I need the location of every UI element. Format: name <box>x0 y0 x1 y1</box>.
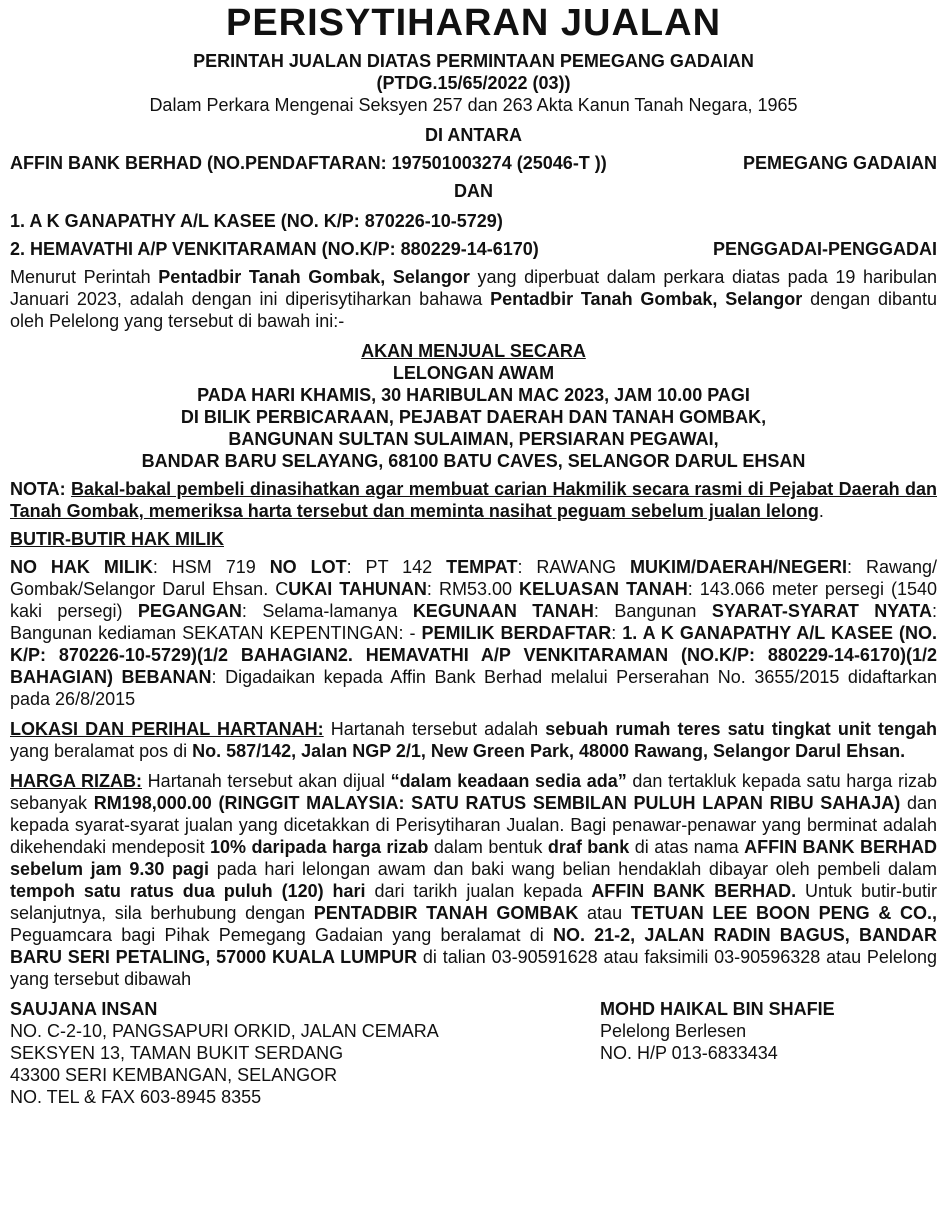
auction-heading: AKAN MENJUAL SECARA <box>361 341 586 361</box>
auction-house-phone: NO. TEL & FAX 603-8945 8355 <box>10 1087 262 1107</box>
footer-auction-house <box>10 998 465 1108</box>
butir-value: : Digadaikan kepada Affin Bank Berhad melalui Perserahan No. 3655/2015 didaftarkan pada 26/8/2015 <box>10 667 937 709</box>
nota-paragraph <box>10 478 937 522</box>
butir-key: NO HAK MILIK <box>10 557 153 577</box>
butir-heading: BUTIR-BUTIR HAK MILIK <box>10 529 224 549</box>
nota-label: NOTA: <box>10 479 66 499</box>
chargor-1: 1. A K GANAPATHY A/L KASEE (NO. K/P: 870226-10-5729) <box>10 211 503 231</box>
footer <box>10 998 937 1108</box>
auction-house-line: SEKSYEN 13, TAMAN BUKIT SERDANG <box>10 1043 344 1063</box>
butir-value: : Bangunan kediaman SEKATAN KEPENTINGAN: - <box>10 601 937 643</box>
harga-text: dan kepada syarat-syarat jualan yang dicetakkan di Perisytiharan Jualan. Bagi penawar-penawar yang berminat adalah dikehendaki mendeposit <box>10 793 937 857</box>
harga-text: Untuk butir-butir selanjutnya, sila berhubung dengan <box>10 881 937 923</box>
auction-house-line: 43300 SERI KEMBANGAN, SELANGOR <box>10 1065 338 1085</box>
lokasi-label: LOKASI DAN PERIHAL HARTANAH: <box>10 719 324 739</box>
harga-paragraph <box>10 770 937 990</box>
harga-text: pada hari lelongan awam dan baki wang belian hendaklah dibayar oleh pembeli dalam <box>209 859 937 879</box>
butir-paragraph <box>10 556 937 710</box>
intro-bold-1: Pentadbir Tanah Gombak, Selangor <box>158 267 470 287</box>
matter-line: Dalam Perkara Mengenai Seksyen 257 dan 263 Akta Kanun Tanah Negara, 1965 <box>149 95 798 115</box>
harga-text: di talian 03-90591628 atau faksimili 03-90596328 atau Pelelong yang tersebut dibawah <box>10 947 937 989</box>
intro-text-2: yang diperbuat dalam perkara diatas pada 19 haribulan Januari 2023, adalah dengan ini diperisytiharkan bahawa <box>10 267 937 309</box>
butir-key: PEMILIK BERDAFTAR <box>421 623 612 643</box>
butir-value: : 143.066 meter persegi (1540 kaki persegi) <box>10 579 938 621</box>
intro-paragraph <box>10 266 937 332</box>
butir-key: KEGUNAAN TANAH <box>412 601 594 621</box>
butir-value: : Bangunan <box>593 601 712 621</box>
chargor-row <box>10 238 937 260</box>
harga-bold: draf bank <box>547 837 630 857</box>
auction-line-5: BANGUNAN SULTAN SULAIMAN, PERSIARAN PEGAWAI, <box>228 429 719 449</box>
auctioneer-name: MOHD HAIKAL BIN SHAFIE <box>600 999 835 1019</box>
auction-line-2: LELONGAN AWAM <box>392 363 555 383</box>
lokasi-text: yang beralamat pos di <box>10 741 193 761</box>
between-label: DI ANTARA <box>425 125 522 145</box>
harga-bold: AFFIN BANK BERHAD sebelum jam 9.30 pagi <box>10 837 937 879</box>
harga-bold: TETUAN LEE BOON PENG & CO., <box>630 903 937 923</box>
harga-text: di atas nama <box>629 837 745 857</box>
harga-text: dalam bentuk <box>428 837 548 857</box>
butir-value: : RM53.00 <box>426 579 520 599</box>
footer-auctioneer <box>600 998 937 1108</box>
auction-house-line: NO. C-2-10, PANGSAPURI ORKID, JALAN CEMARA <box>10 1021 439 1041</box>
intro-text-3: dengan dibantu oleh Pelelong yang tersebut di bawah ini:- <box>10 289 938 331</box>
chargee-name: AFFIN BANK BERHAD (NO.PENDAFTARAN: 197501003274 (25046-T )) <box>10 153 607 173</box>
auction-line-4: DI BILIK PERBICARAAN, PEJABAT DAERAH DAN TANAH GOMBAK, <box>180 407 767 427</box>
chargee-row <box>10 152 937 174</box>
harga-bold: PENTADBIR TANAH GOMBAK <box>313 903 579 923</box>
sale-proclamation <box>10 2 937 1108</box>
butir-value: : PT 142 <box>346 557 447 577</box>
harga-text: dari tarikh jualan kepada <box>365 881 592 901</box>
and-label: DAN <box>454 181 493 201</box>
chargor-role: PENGGADAI-PENGGADAI <box>712 239 937 259</box>
auction-house-name: SAUJANA INSAN <box>10 999 158 1019</box>
intro-bold-2: Pentadbir Tanah Gombak, Selangor <box>490 289 803 309</box>
nota-end: . <box>818 501 824 521</box>
chargor-2: 2. HEMAVATHI A/P VENKITARAMAN (NO.K/P: 880229-14-6170) <box>10 239 539 259</box>
auction-line-3: PADA HARI KHAMIS, 30 HARIBULAN MAC 2023, JAM 10.00 PAGI <box>197 385 750 405</box>
harga-label: HARGA RIZAB: <box>10 771 142 791</box>
lokasi-paragraph <box>10 718 937 762</box>
butir-key: NO LOT <box>269 557 347 577</box>
butir-key: TEMPAT <box>446 557 518 577</box>
harga-text: Hartanah tersebut akan dijual <box>142 771 391 791</box>
butir-key: MUKIM/DAERAH/NEGERI <box>630 557 848 577</box>
butir-key: PEGANGAN <box>137 601 242 621</box>
order-title: PERINTAH JUALAN DIATAS PERMINTAAN PEMEGANG GADAIAN <box>193 51 754 71</box>
nota-text: Bakal-bakal pembeli dinasihatkan agar membuat carian Hakmilik secara rasmi di Pejabat Daerah dan Tanah Gombak, memeriksa harta tersebut dan meminta nasihat peguam sebelum jualan lelong <box>10 479 937 521</box>
butir-key: KELUASAN TANAH <box>519 579 688 599</box>
lokasi-address: No. 587/142, Jalan NGP 2/1, New Green Park, 48000 Rawang, Selangor Darul Ehsan. <box>192 741 906 761</box>
auctioneer-title: Pelelong Berlesen <box>600 1021 747 1041</box>
harga-bold: tempoh satu ratus dua puluh (120) hari <box>10 881 366 901</box>
harga-text: dan tertakluk kepada satu harga rizab sebanyak <box>10 771 937 813</box>
butir-value: : HSM 719 <box>152 557 270 577</box>
page-title: PERISYTIHARAN JUALAN <box>225 2 722 44</box>
harga-bold: AFFIN BANK BERHAD. <box>591 881 797 901</box>
butir-key: UKAI TAHUNAN <box>288 579 427 599</box>
auction-block <box>10 340 937 472</box>
butir-value: : Selama-lamanya <box>241 601 413 621</box>
intro-text-1: Menurut Perintah <box>10 267 159 287</box>
butir-value: : Rawang/ Gombak/Selangor Darul Ehsan. C <box>10 557 937 599</box>
butir-value: : <box>611 623 623 643</box>
harga-text: atau <box>578 903 631 923</box>
harga-bold: 10% daripada harga rizab <box>210 837 429 857</box>
auction-line-6: BANDAR BARU SELAYANG, 68100 BATU CAVES, SELANGOR DARUL EHSAN <box>141 451 806 471</box>
harga-bold: “dalam keadaan sedia ada” <box>390 771 627 791</box>
lokasi-text: Hartanah tersebut adalah <box>323 719 546 739</box>
butir-key: 1. A K GANAPATHY A/L KASEE (NO. K/P: 870226-10-5729)(1/2 BAHAGIAN2. HEMAVATHI A/P VENKITARAMAN (NO.K/P: 880229-14-6170)(1/2 BAHAGIAN) BEBANAN <box>10 623 937 687</box>
harga-text: Peguamcara bagi Pihak Pemegang Gadaian yang beralamat di <box>10 925 553 945</box>
butir-key: SYARAT-SYARAT NYATA <box>711 601 932 621</box>
reference-number: (PTDG.15/65/2022 (03)) <box>376 73 571 93</box>
butir-value: : RAWANG <box>517 557 630 577</box>
reserve-price: RM198,000.00 (RINGGIT MALAYSIA: SATU RATUS SEMBILAN PULUH LAPAN RIBU SAHAJA) <box>93 793 901 813</box>
harga-bold: NO. 21-2, JALAN RADIN BAGUS, BANDAR BARU SERI PETALING, 57000 KUALA LUMPUR <box>10 925 937 967</box>
lokasi-bold: sebuah rumah teres satu tingkat unit tengah <box>545 719 937 739</box>
chargee-role: PEMEGANG GADAIAN <box>742 153 937 173</box>
auctioneer-phone: NO. H/P 013-6833434 <box>600 1043 778 1063</box>
